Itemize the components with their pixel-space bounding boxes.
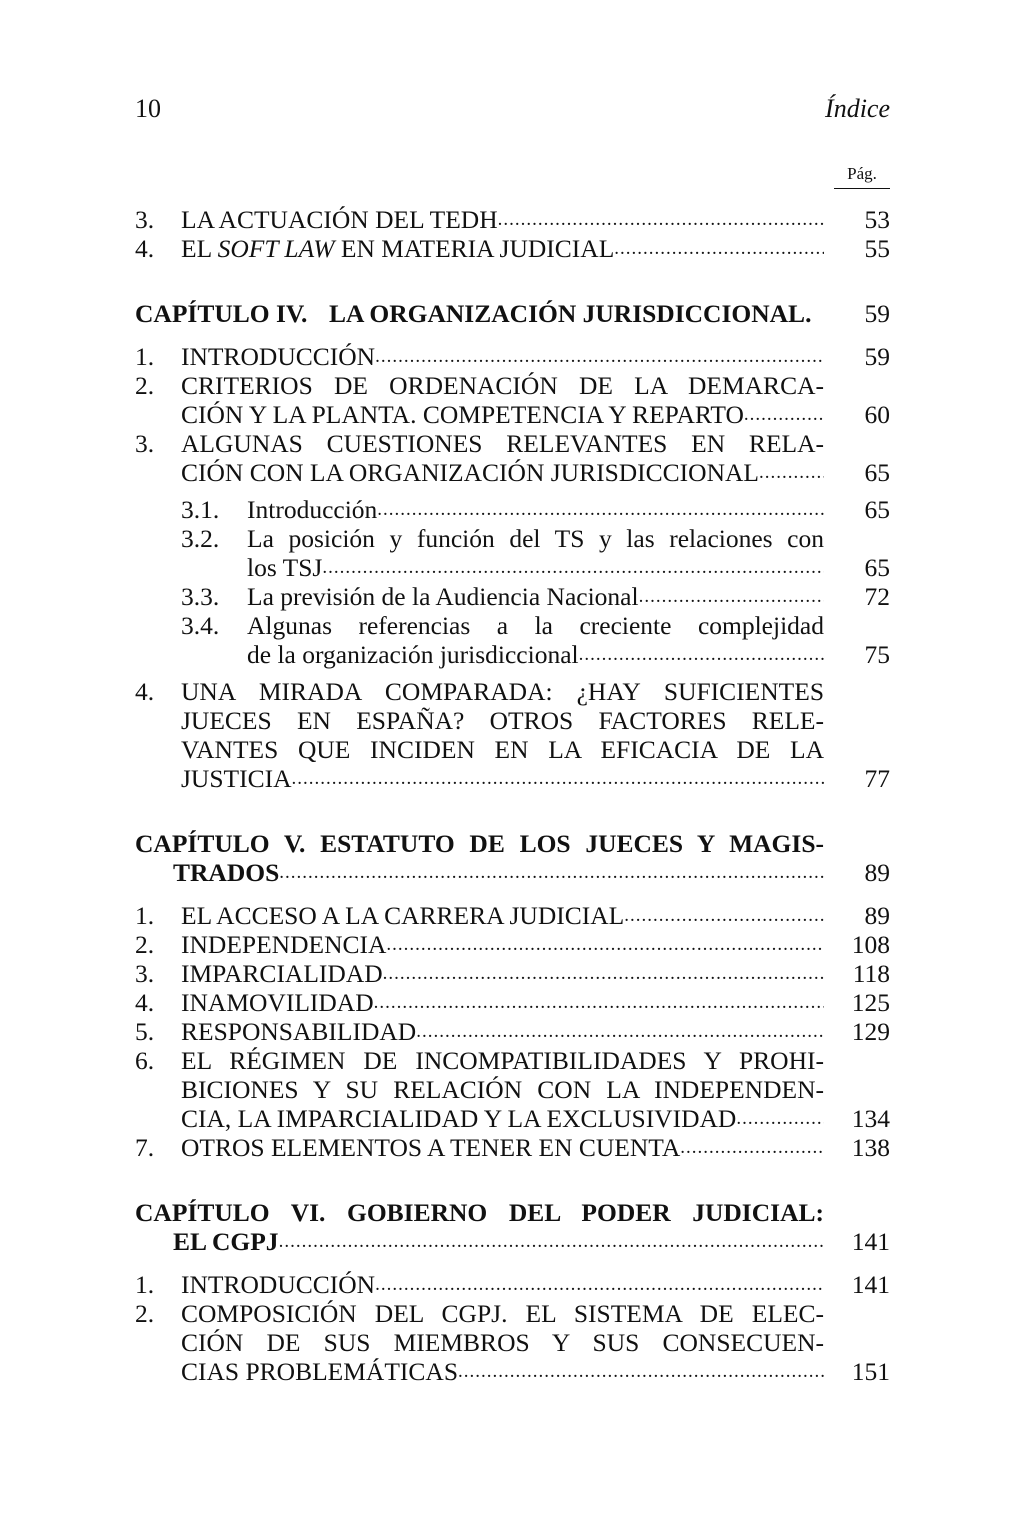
toc-entry[interactable]: [135, 930, 890, 959]
toc-entry[interactable]: [135, 342, 890, 371]
chapter-title: TRADOS: [173, 858, 280, 887]
toc-entry[interactable]: [135, 205, 890, 234]
toc-entry-continuation: [135, 1328, 890, 1357]
toc-subentry[interactable]: [135, 582, 890, 611]
entry-page: 55: [864, 234, 890, 263]
entry-number: 2.: [135, 930, 155, 959]
dot-leader: [614, 234, 824, 263]
dot-leader: [279, 858, 824, 887]
entry-title: ALGUNAS CUESTIONES RELEVANTES EN RELA-: [181, 429, 824, 458]
dot-leader: [624, 901, 824, 930]
toc-entry[interactable]: [135, 988, 890, 1017]
entry-title: COMPOSICIÓN DEL CGPJ. EL SISTEMA DE ELEC-: [181, 1299, 824, 1328]
entry-title: CIA, LA IMPARCIALIDAD Y LA EXCLUSIVIDAD: [181, 1104, 737, 1133]
chapter-title: CAPÍTULO V. ESTATUTO DE LOS JUECES Y MAGIS-: [135, 829, 824, 858]
entry-title: LA ACTUACIÓN DEL TEDH: [181, 205, 498, 234]
toc-entry[interactable]: [135, 1046, 890, 1075]
entry-title: INTRODUCCIÓN: [181, 1270, 376, 1299]
entry-page: 125: [851, 988, 890, 1017]
entry-title: Introducción: [247, 495, 378, 524]
entry-title: INAMOVILIDAD: [181, 988, 374, 1017]
toc-entry[interactable]: [135, 901, 890, 930]
toc-entry[interactable]: [135, 1270, 890, 1299]
chapter-page: 141: [851, 1227, 890, 1256]
entry-page: 129: [851, 1017, 890, 1046]
entry-title: CRITERIOS DE ORDENACIÓN DE LA DEMARCA-: [181, 371, 824, 400]
dot-leader: [375, 342, 824, 371]
entry-title: EL ACCESO A LA CARRERA JUDICIAL: [181, 901, 625, 930]
toc-entry[interactable]: [135, 1299, 890, 1328]
entry-number: 4.: [135, 988, 155, 1017]
toc-entry-continuation: [135, 1357, 890, 1386]
entry-number: 7.: [135, 1133, 155, 1162]
dot-leader: [639, 582, 824, 611]
chapter-heading-continuation: [135, 1227, 890, 1256]
entry-title: Algunas referencias a la creciente complejidad: [247, 611, 824, 640]
running-title: Índice: [825, 94, 890, 123]
toc-subentry-continuation: [135, 553, 890, 582]
toc-entry-continuation: [135, 1104, 890, 1133]
entry-number: 4.: [135, 234, 155, 263]
entry-title: de la organización jurisdiccional: [247, 640, 579, 669]
dot-leader: [374, 988, 824, 1017]
entry-page: 151: [851, 1357, 890, 1386]
page-column-label: Pág.: [834, 164, 890, 189]
toc-entry[interactable]: [135, 677, 890, 706]
dot-leader: [292, 764, 824, 793]
chapter-heading[interactable]: [135, 299, 890, 328]
entry-number: 1.: [135, 342, 155, 371]
dot-leader: [744, 400, 824, 429]
entry-page: 65: [864, 553, 890, 582]
entry-number: 5.: [135, 1017, 155, 1046]
page-number: 10: [135, 94, 161, 123]
entry-page: 65: [864, 495, 890, 524]
chapter-heading[interactable]: [135, 1198, 890, 1227]
toc-subentry[interactable]: [135, 611, 890, 640]
toc-entry[interactable]: [135, 1133, 890, 1162]
entry-number: 1.: [135, 1270, 155, 1299]
entry-title: CIAS PROBLEMÁTICAS: [181, 1357, 459, 1386]
toc-entry-continuation: [135, 458, 890, 487]
entry-page: 141: [851, 1270, 890, 1299]
entry-page: 65: [864, 458, 890, 487]
chapter-heading[interactable]: [135, 829, 890, 858]
chapter-title: EL CGPJ: [173, 1227, 279, 1256]
entry-page: 138: [851, 1133, 890, 1162]
dot-leader: [680, 1133, 824, 1162]
entry-title: OTROS ELEMENTOS A TENER EN CUENTA: [181, 1133, 681, 1162]
chapter-heading-continuation: [135, 858, 890, 887]
table-of-contents: [135, 205, 890, 1386]
entry-number: 4.: [135, 677, 155, 706]
entry-number: 3.: [135, 429, 155, 458]
toc-entry-continuation: [135, 764, 890, 793]
entry-number: 1.: [135, 901, 155, 930]
entry-page: 59: [864, 342, 890, 371]
entry-title: INTRODUCCIÓN: [181, 342, 376, 371]
entry-title: VANTES QUE INCIDEN EN LA EFICACIA DE LA: [181, 735, 824, 764]
toc-entry[interactable]: [135, 429, 890, 458]
entry-number: 3.: [135, 959, 155, 988]
entry-page: 108: [851, 930, 890, 959]
entry-title: CIÓN Y LA PLANTA. COMPETENCIA Y REPARTO: [181, 400, 744, 429]
toc-entry[interactable]: [135, 371, 890, 400]
entry-page: 75: [864, 640, 890, 669]
entry-title: CIÓN DE SUS MIEMBROS Y SUS CONSECUEN-: [181, 1328, 824, 1357]
toc-entry-continuation: [135, 706, 890, 735]
entry-number: 3.4.: [181, 611, 220, 640]
toc-entry-continuation: [135, 735, 890, 764]
dot-leader: [416, 1017, 824, 1046]
dot-leader: [386, 930, 824, 959]
entry-page: 89: [864, 901, 890, 930]
toc-entry-continuation: [135, 1075, 890, 1104]
dot-leader: [759, 458, 824, 487]
entry-title: UNA MIRADA COMPARADA: ¿HAY SUFICIENTES: [181, 677, 824, 706]
dot-leader: [736, 1104, 824, 1133]
dot-leader: [579, 640, 824, 669]
entry-title: La posición y función del TS y las relaciones con: [247, 524, 824, 553]
entry-title: JUSTICIA: [181, 764, 292, 793]
entry-title: EL RÉGIMEN DE INCOMPATIBILIDADES Y PROHI-: [181, 1046, 824, 1075]
dot-leader: [383, 959, 824, 988]
entry-number: 2.: [135, 371, 155, 400]
chapter-label: CAPÍTULO IV.: [135, 299, 308, 328]
dot-leader: [458, 1357, 824, 1386]
entry-title: los TSJ: [247, 553, 323, 582]
entry-number: 2.: [135, 1299, 155, 1328]
chapter-page: 89: [864, 858, 890, 887]
entry-title: RESPONSABILIDAD: [181, 1017, 417, 1046]
dot-leader: [375, 1270, 824, 1299]
dot-leader: [279, 1227, 824, 1256]
toc-entry[interactable]: [135, 959, 890, 988]
toc-entry[interactable]: [135, 234, 890, 263]
entry-title: CIÓN CON LA ORGANIZACIÓN JURISDICCIONAL: [181, 458, 759, 487]
toc-subentry[interactable]: [135, 524, 890, 553]
toc-entry[interactable]: [135, 1017, 890, 1046]
entry-page: 53: [864, 205, 890, 234]
entry-number: 3.3.: [181, 582, 220, 611]
toc-subentry-continuation: [135, 640, 890, 669]
chapter-title: CAPÍTULO VI. GOBIERNO DEL PODER JUDICIAL:: [135, 1198, 824, 1227]
chapter-title: LA ORGANIZACIÓN JURISDICCIONAL.: [329, 299, 812, 328]
entry-title: JUECES EN ESPAÑA? OTROS FACTORES RELE-: [181, 706, 824, 735]
entry-page: 118: [852, 959, 890, 988]
entry-number: 3.2.: [181, 524, 220, 553]
dot-leader: [322, 553, 824, 582]
dot-leader: [377, 495, 824, 524]
entry-page: 60: [864, 400, 890, 429]
dot-leader: [498, 205, 824, 234]
entry-title: BICIONES Y SU RELACIÓN CON LA INDEPENDEN-: [181, 1075, 824, 1104]
entry-number: 3.1.: [181, 495, 220, 524]
chapter-page: 59: [864, 299, 890, 328]
entry-number: 6.: [135, 1046, 155, 1075]
entry-title: IMPARCIALIDAD: [181, 959, 383, 988]
entry-page: 134: [851, 1104, 890, 1133]
toc-subentry[interactable]: [135, 495, 890, 524]
entry-title: INDEPENDENCIA: [181, 930, 387, 959]
entry-number: 3.: [135, 205, 155, 234]
entry-title: La previsión de la Audiencia Nacional: [247, 582, 639, 611]
entry-page: 72: [864, 582, 890, 611]
entry-title: EL SOFT LAW EN MATERIA JUDICIAL: [181, 234, 615, 263]
entry-page: 77: [864, 764, 890, 793]
toc-entry-continuation: [135, 400, 890, 429]
